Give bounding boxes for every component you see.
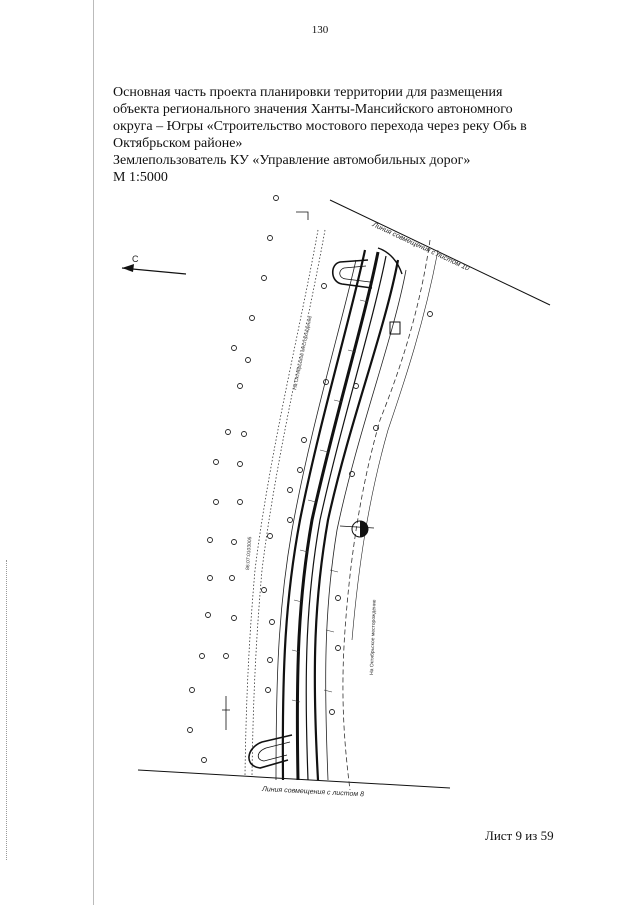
land-user-line: Землепользователь КУ «Управление автомобильных дорог»: [113, 153, 471, 168]
dashed-boundary-right: [343, 240, 430, 790]
site-plan-drawing: [0, 190, 640, 830]
page-number: 130: [311, 24, 329, 36]
north-arrow-icon: [122, 254, 186, 274]
road-label-right: На Октябрьское месторождение: [369, 599, 378, 676]
side-mark: [222, 696, 230, 730]
dotted-boundary-1: [245, 230, 318, 775]
survey-marker-icon: [340, 521, 374, 537]
match-line-bottom-label: Линия совмещения с листом 8: [261, 786, 365, 799]
title-line-4: Октябрьском районе»: [113, 136, 243, 151]
road-center-2: [306, 256, 386, 780]
match-line-bottom: [138, 770, 450, 788]
title-line-2: объекта регионального значения Ханты-Мансийского автономного: [113, 102, 513, 117]
scale-line: М 1:5000: [113, 170, 168, 185]
junction-loop-bottom: [249, 735, 292, 768]
junction-loop-bottom-inner: [258, 742, 290, 761]
title-line-3: округа – Югры «Строительство мостового перехода через реку Обь в: [113, 119, 527, 134]
road-label-left: На Октябрьское месторождение: [292, 315, 314, 391]
match-line-top-label: Линия совмещения с листом 10: [371, 221, 471, 273]
structure-rect: [390, 322, 400, 334]
tree-symbols: [188, 196, 433, 763]
sheet-number: Лист 9 из 59: [485, 828, 554, 843]
north-arrow-letter: С: [132, 254, 139, 264]
boundary-label: 86:07:0103005: [245, 536, 254, 571]
document-title-block: [113, 84, 573, 186]
junction-loop-top-inner: [340, 266, 370, 282]
corner-mark: [296, 212, 308, 220]
title-line-1: Основная часть проекта планировки территории для размещения: [113, 85, 503, 100]
